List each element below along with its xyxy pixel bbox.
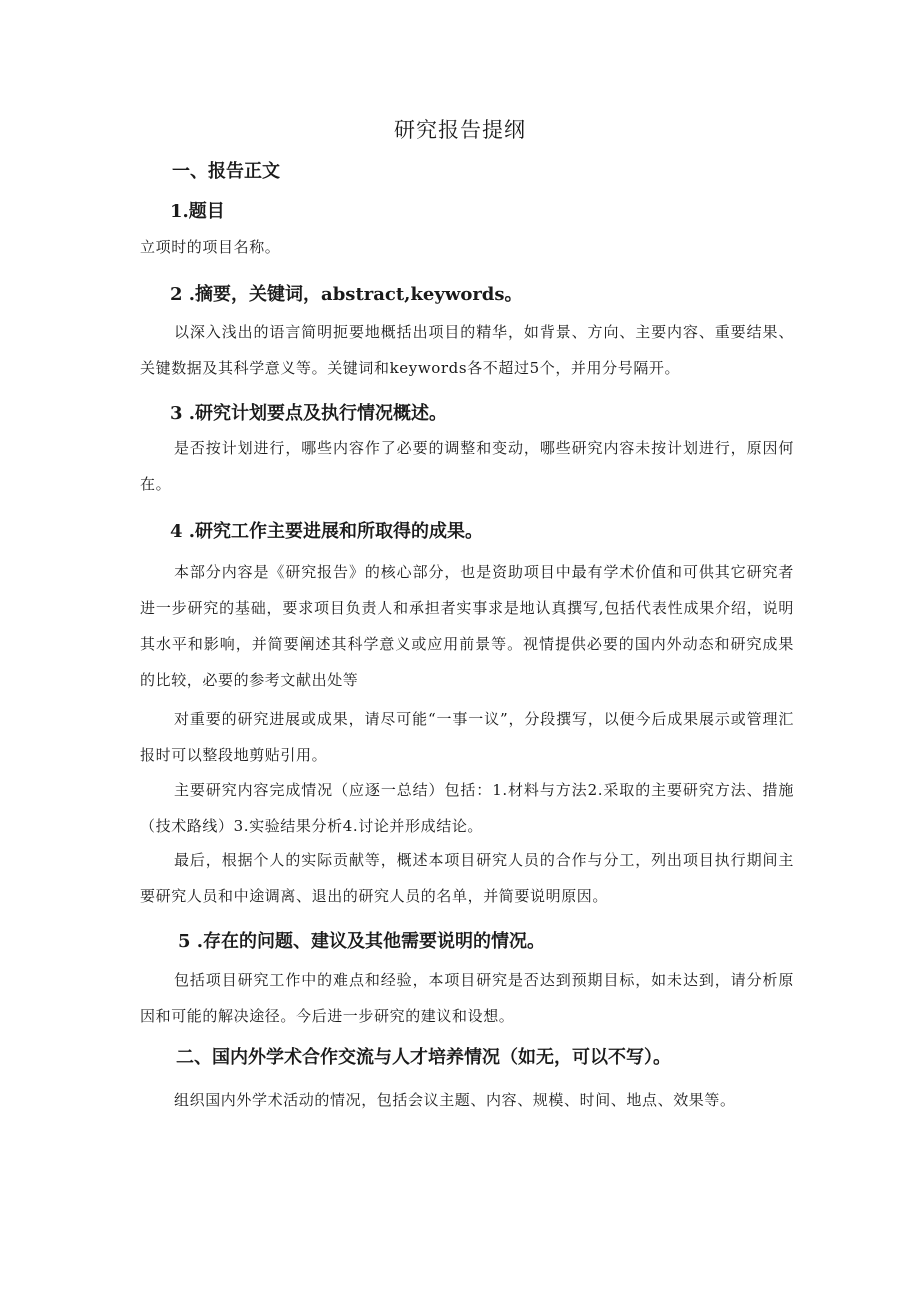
- item-heading-issues: 5 .存在的问题、建议及其他需要说明的情况。: [178, 931, 546, 952]
- item-paragraph-progress-team: 最后，根据个人的实际贡献等，概述本项目研究人员的合作与分工，列出项目执行期间主要研究人员和中途调离、退出的研究人员的名单，并简要说明原因。: [140, 851, 794, 905]
- document-title: 研究报告提纲: [394, 118, 526, 142]
- section-heading-cooperation: 二、国内外学术合作交流与人才培养情况（如无，可以不写）。: [176, 1047, 671, 1068]
- item-paragraph-issues: 包括项目研究工作中的难点和经验，本项目研究是否达到预期目标，如未达到，请分析原因和可能的解决途径。今后进一步研究的建议和设想。: [140, 971, 794, 1025]
- item-heading-progress: 4 .研究工作主要进展和所取得的成果。: [170, 521, 484, 542]
- item-paragraph-progress-core: 本部分内容是《研究报告》的核心部分，也是资助项目中最有学术价值和可供其它研究者进一步研究的基础，要求项目负责人和承担者实事求是地认真撰写,包括代表性成果介绍，说明其水平和影响，并简要阐述其科学意义或应用前景等。视情提供必要的国内外动态和研究成果的比较，必要的参考文献出处等: [140, 563, 794, 689]
- section-paragraph-cooperation: 组织国内外学术活动的情况，包括会议主题、内容、规模、时间、地点、效果等。: [174, 1091, 736, 1109]
- item-paragraph-abstract: 以深入浅出的语言简明扼要地概括出项目的精华，如背景、方向、主要内容、重要结果、关键数据及其科学意义等。关键词和keywords各不超过5个，并用分号隔开。: [140, 323, 794, 377]
- item-paragraph-title: 立项时的项目名称。: [140, 238, 281, 256]
- item-paragraph-progress-results: 对重要的研究进展或成果，请尽可能“一事一议”，分段撰写，以便今后成果展示或管理汇报时可以整段地剪贴引用。: [140, 710, 794, 764]
- item-paragraph-progress-summary: 主要研究内容完成情况（应逐一总结）包括：1.材料与方法2.采取的主要研究方法、措施（技术路线）3.实验结果分析4.讨论并形成结论。: [140, 781, 794, 835]
- item-heading-abstract: 2 .摘要，关键词，abstract,keywords。: [170, 284, 523, 305]
- item-heading-plan: 3 .研究计划要点及执行情况概述。: [170, 403, 448, 424]
- section-heading-report-body: 一、报告正文: [172, 161, 280, 182]
- item-paragraph-plan: 是否按计划进行，哪些内容作了必要的调整和变动，哪些研究内容未按计划进行，原因何在。: [140, 439, 794, 493]
- item-heading-title: 1.题目: [170, 201, 225, 222]
